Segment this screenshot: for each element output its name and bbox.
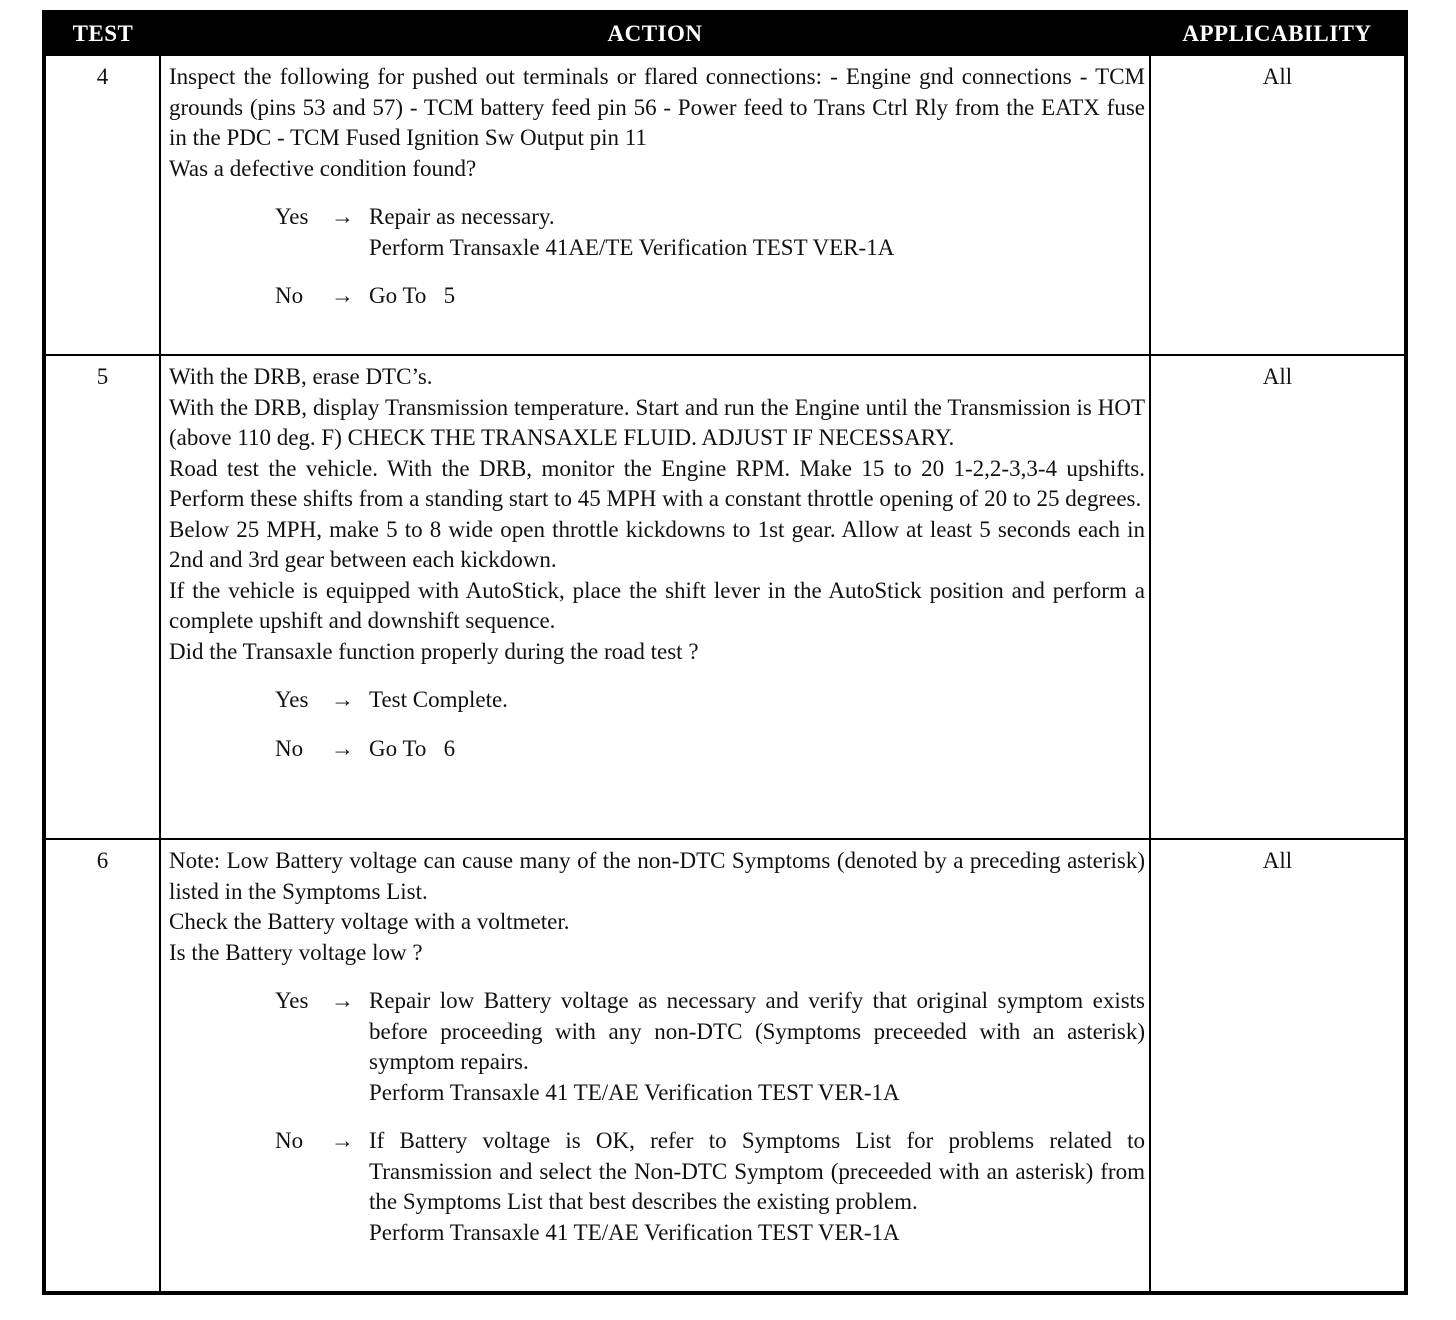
action-question: Is the Battery voltage low ? (169, 939, 423, 965)
column-header-action: ACTION (160, 12, 1150, 55)
yes-outcome (369, 685, 1145, 716)
yes-branch (169, 986, 1145, 1108)
yes-branch (169, 202, 1145, 263)
yes-branch (169, 685, 1145, 716)
action-question: Did the Transaxle function properly during the road test ? (169, 638, 699, 664)
yes-label: Yes (275, 204, 309, 229)
action-instruction: Road test the vehicle. With the DRB, monitor the Engine RPM. Make 15 to 20 1-2,2-3,3-4 upshifts. Perform these shifts from a standing start to 45 MPH with a constant throttle opening of 20 to 25 degrees. (169, 455, 1145, 511)
action-instruction: Inspect the following for pushed out terminals or flared connections: - Engine gnd connections - TCM grounds (pins 53 and 57) - TCM battery feed pin 56 - Power feed to Trans Ctrl Rly from the EATX fuse in the PDC - TCM Fused Ignition Sw Output pin 11 (169, 64, 1145, 150)
action-instruction: Below 25 MPH, make 5 to 8 wide open throttle kickdowns to 1st gear. Allow at least 5 seconds each in 2nd and 3rd gear between each kickdown. (169, 516, 1145, 572)
column-header-test: TEST (44, 12, 160, 55)
no-label: No (275, 1128, 304, 1153)
applicability-value: All (1150, 355, 1406, 839)
arrow-icon: → (331, 687, 354, 712)
outcome-line: Perform Transaxle 41 TE/AE Verification TEST VER-1A (369, 1079, 900, 1105)
no-outcome (369, 734, 1145, 765)
table-row-test-6 (44, 839, 1406, 1293)
table-row-test-5 (44, 355, 1406, 839)
no-branch (169, 734, 1145, 765)
outcome-line: Test Complete. (369, 687, 508, 712)
outcome-line: If Battery voltage is OK, refer to Symptoms List for problems related to Transmission and select the Non-DTC Symptom (preceeded with an asterisk) from the Symptoms List that best describes the existing problem. (369, 1128, 1145, 1214)
table-header-row (44, 12, 1406, 55)
action-cell (160, 839, 1150, 1293)
action-cell (160, 355, 1150, 839)
action-instruction: Check the Battery voltage with a voltmeter. (169, 909, 570, 934)
arrow-icon: → (331, 1128, 354, 1153)
no-branch (169, 1126, 1145, 1248)
test-number: 6 (44, 839, 160, 1293)
arrow-icon: → (331, 204, 354, 229)
test-number: 4 (44, 55, 160, 355)
action-instruction: If the vehicle is equipped with AutoStick, place the shift lever in the AutoStick position and perform a complete upshift and downshift sequence. (169, 577, 1145, 633)
yes-outcome (369, 202, 1145, 263)
arrow-icon: → (331, 735, 354, 761)
outcome-line: Repair low Battery voltage as necessary and verify that original symptom exists before proceeding with any non-DTC (Symptoms preceeded with an asterisk) symptom repairs. (369, 988, 1145, 1074)
action-note: Note: Low Battery voltage can cause many of the non-DTC Symptoms (denoted by a preceding asterisk) listed in the Symptoms List. (169, 848, 1145, 904)
arrow-icon: → (331, 988, 354, 1013)
applicability-value: All (1150, 55, 1406, 355)
yes-outcome (369, 986, 1145, 1108)
action-instruction: With the DRB, display Transmission temperature. Start and run the Engine until the Transmission is HOT (above 110 deg. F) CHECK THE TRANSAXLE FLUID. ADJUST IF NECESSARY. (169, 394, 1145, 450)
no-label: No (275, 735, 304, 761)
outcome-line: Repair as necessary. (369, 204, 555, 229)
test-number: 5 (44, 355, 160, 839)
outcome-line: Perform Transaxle 41AE/TE Verification TEST VER-1A (369, 234, 895, 260)
no-outcome (369, 1126, 1145, 1248)
yes-label: Yes (275, 988, 309, 1013)
no-label: No (275, 283, 304, 308)
action-instruction: With the DRB, erase DTC’s. (169, 364, 433, 389)
applicability-value: All (1150, 839, 1406, 1293)
no-outcome (369, 281, 1145, 312)
action-cell (160, 55, 1150, 355)
outcome-line: Go To 5 (369, 283, 456, 308)
no-branch (169, 281, 1145, 312)
table-row-test-4 (44, 55, 1406, 355)
column-header-applicability: APPLICABILITY (1150, 12, 1406, 55)
outcome-line: Perform Transaxle 41 TE/AE Verification TEST VER-1A (369, 1219, 900, 1245)
diagnostic-test-table (42, 10, 1408, 1295)
outcome-line: Go To 6 (369, 735, 456, 761)
arrow-icon: → (331, 283, 354, 308)
action-question: Was a defective condition found? (169, 155, 477, 181)
yes-label: Yes (275, 687, 309, 712)
